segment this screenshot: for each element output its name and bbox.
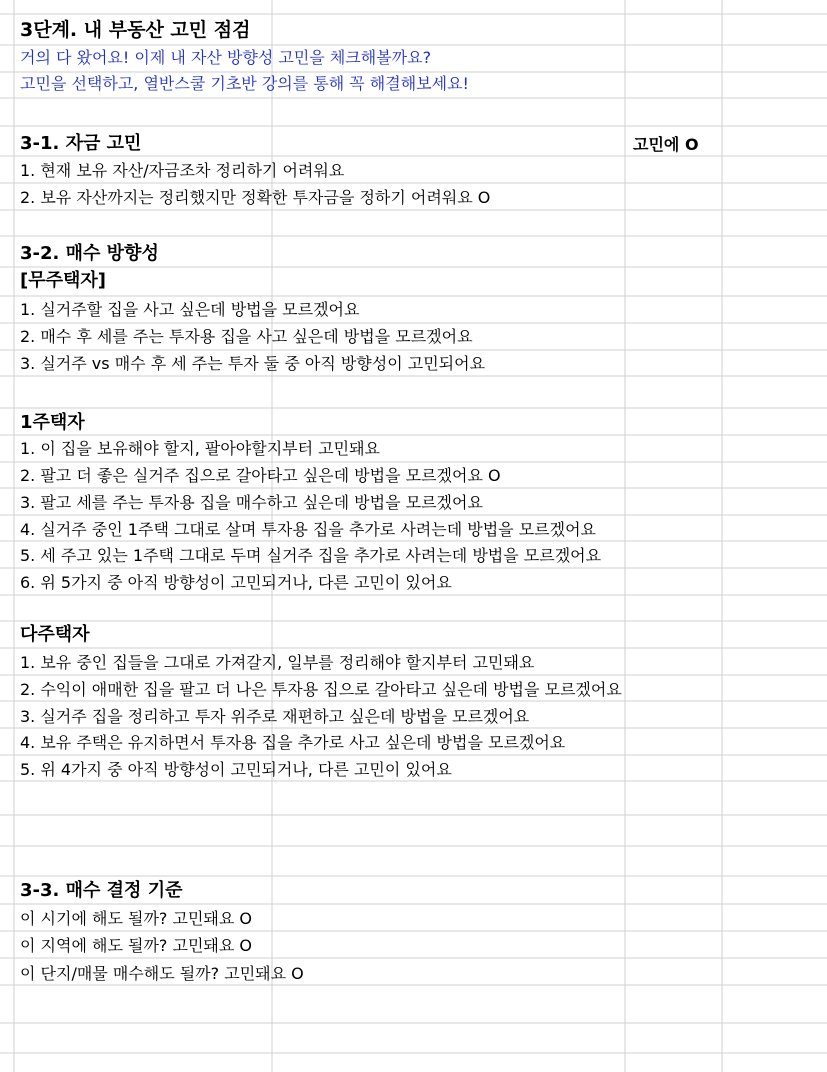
group-title-one-house: 1주택자 xyxy=(20,412,85,433)
list-item[interactable]: 이 시기에 해도 될까? 고민돼요 O xyxy=(20,909,252,928)
list-item[interactable]: 1. 보유 중인 집들을 그대로 가져갈지, 일부를 정리해야 할지부터 고민돼요 xyxy=(20,653,535,672)
section-title-funds: 3-1. 자금 고민 xyxy=(20,133,142,154)
group-title-multi-house: 다주택자 xyxy=(20,624,90,645)
intro-line-2: 고민을 선택하고, 열반스쿨 기초반 강의를 통해 꼭 해결해보세요! xyxy=(20,74,469,93)
list-item[interactable]: 3. 실거주 집을 정리하고 투자 위주로 재편하고 싶은데 방법을 모르겠어요 xyxy=(20,707,530,726)
list-item[interactable]: 3. 실거주 vs 매수 후 세 주는 투자 둘 중 아직 방향성이 고민되어요 xyxy=(20,354,486,373)
group-title-no-house: [무주택자] xyxy=(20,270,107,291)
section-title-direction: 3-2. 매수 방향성 xyxy=(20,243,159,264)
column-header-check: 고민에 O xyxy=(633,135,699,154)
intro-line-1: 거의 다 왔어요! 이제 내 자산 방향성 고민을 체크해볼까요? xyxy=(20,48,432,67)
page-title: 3단계. 내 부동산 고민 점검 xyxy=(20,19,251,41)
list-item[interactable]: 2. 보유 자산까지는 정리했지만 정확한 투자금을 정하기 어려워요 O xyxy=(20,188,491,207)
section-title-criteria: 3-3. 매수 결정 기준 xyxy=(20,880,183,901)
list-item[interactable]: 이 단지/매물 매수해도 될까? 고민돼요 O xyxy=(20,964,304,983)
list-item[interactable]: 이 지역에 해도 될까? 고민돼요 O xyxy=(20,936,252,955)
list-item[interactable]: 4. 실거주 중인 1주택 그대로 살며 투자용 집을 추가로 사려는데 방법을 모르겠어요 xyxy=(20,520,596,539)
list-item[interactable]: 1. 실거주할 집을 사고 싶은데 방법을 모르겠어요 xyxy=(20,300,360,319)
list-item[interactable]: 2. 수익이 애매한 집을 팔고 더 나은 투자용 집으로 갈아타고 싶은데 방법을 모르겠어요 xyxy=(20,680,622,699)
list-item[interactable]: 4. 보유 주택은 유지하면서 투자용 집을 추가로 사고 싶은데 방법을 모르겠어요 xyxy=(20,733,566,752)
list-item[interactable]: 5. 세 주고 있는 1주택 그대로 두며 실거주 집을 추가로 사려는데 방법을 모르겠어요 xyxy=(20,546,602,565)
list-item[interactable]: 5. 위 4가지 중 아직 방향성이 고민되거나, 다른 고민이 있어요 xyxy=(20,760,452,779)
list-item[interactable]: 3. 팔고 세를 주는 투자용 집을 매수하고 싶은데 방법을 모르겠어요 xyxy=(20,493,483,512)
list-item[interactable]: 2. 팔고 더 좋은 실거주 집으로 갈아타고 싶은데 방법을 모르겠어요 O xyxy=(20,466,501,485)
list-item[interactable]: 2. 매수 후 세를 주는 투자용 집을 사고 싶은데 방법을 모르겠어요 xyxy=(20,327,473,346)
list-item[interactable]: 1. 현재 보유 자산/자금조차 정리하기 어려워요 xyxy=(20,161,345,180)
list-item[interactable]: 1. 이 집을 보유해야 할지, 팔아야할지부터 고민돼요 xyxy=(20,439,380,458)
list-item[interactable]: 6. 위 5가지 중 아직 방향성이 고민되거나, 다른 고민이 있어요 xyxy=(20,573,452,592)
